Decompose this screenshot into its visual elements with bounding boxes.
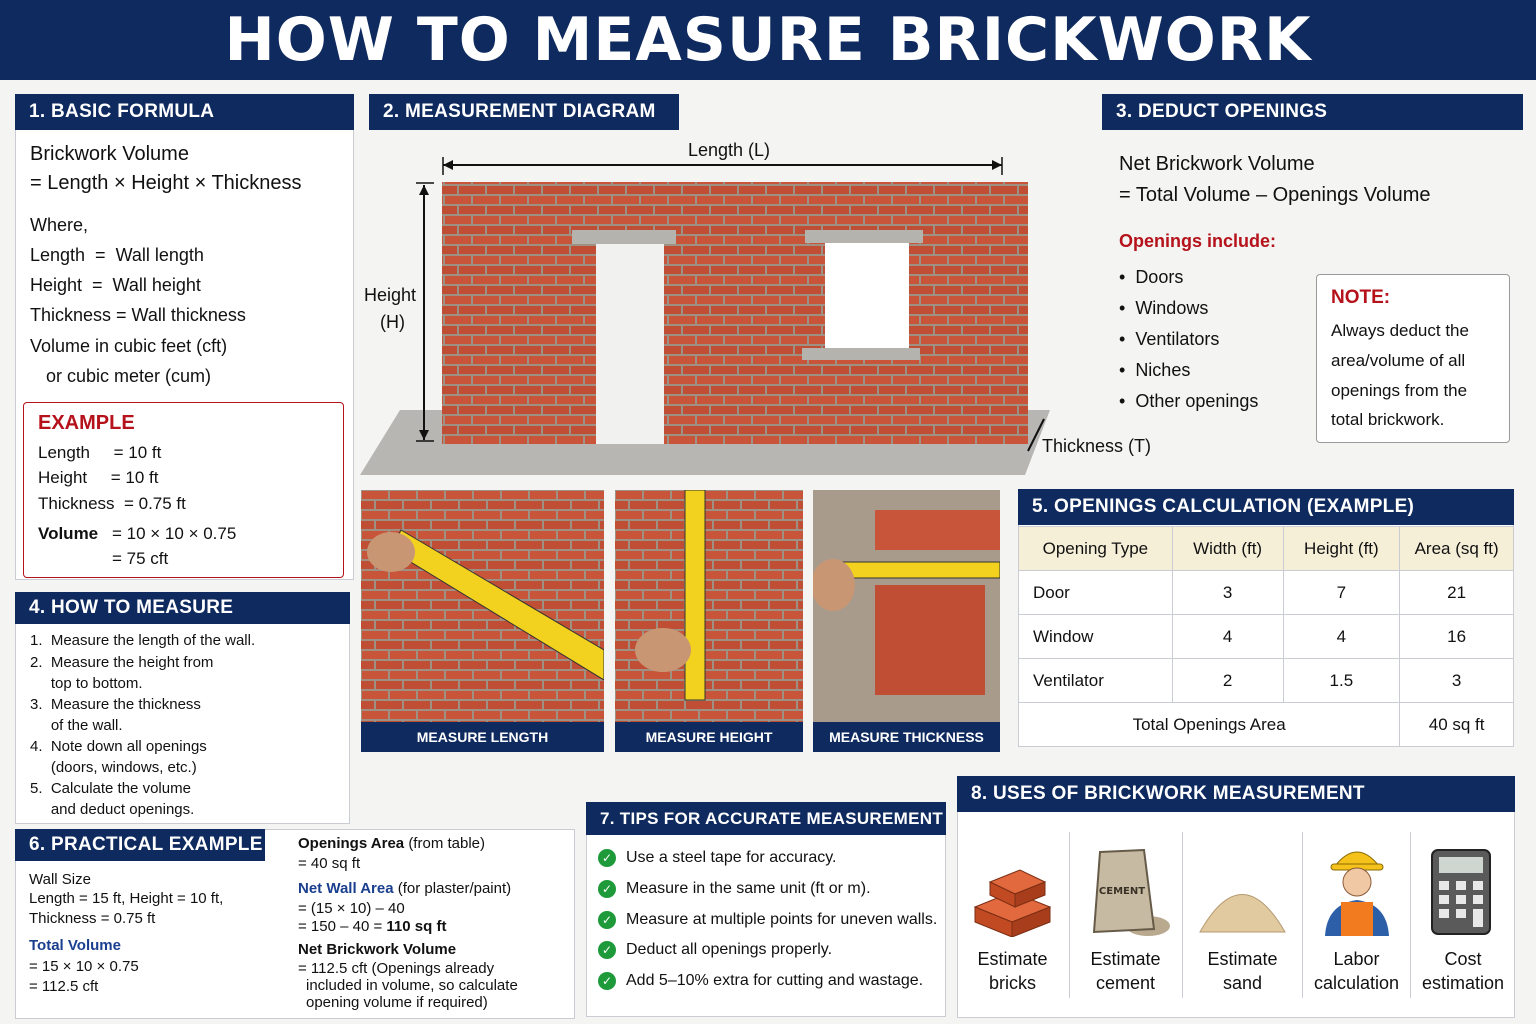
col-opening-type: Opening Type <box>1019 527 1173 571</box>
use-label-line-2: sand <box>1222 973 1263 993</box>
wall-dims-2: Thickness = 0.75 ft <box>29 910 156 927</box>
cell-area: 16 <box>1400 615 1514 659</box>
how-step-2a: 2. Measure the height from <box>30 654 214 671</box>
formula-def-length: Length = Wall length <box>30 245 204 265</box>
cell-height: 1.5 <box>1283 659 1400 703</box>
tip-item: ✓ Add 5–10% extra for cutting and wastage. <box>598 972 923 990</box>
openings-table <box>1018 526 1514 747</box>
use-estimate-sand <box>1185 812 1300 1012</box>
openings-include-title: Openings include: <box>1119 231 1277 251</box>
how-to-measure-header: 4. HOW TO MEASURE <box>15 592 350 624</box>
divider <box>1069 832 1070 998</box>
col-area: Area (sq ft) <box>1400 527 1514 571</box>
window-lintel <box>805 230 923 243</box>
total-volume-2: = 112.5 cft <box>29 978 99 995</box>
use-label-line-2: estimation <box>1421 973 1505 993</box>
formula-where: Where, <box>30 215 89 235</box>
formula-units-1: Volume in cubic feet (cft) <box>30 336 228 356</box>
how-step-3a: 3. Measure the thickness <box>30 696 201 713</box>
example-volume-label: Volume <box>38 524 99 543</box>
caption-measure-height: MEASURE HEIGHT <box>615 722 803 752</box>
cell-type: Ventilator <box>1019 659 1173 703</box>
note-line-3: openings from the <box>1331 381 1468 400</box>
net-brickwork-2: included in volume, so calculate <box>306 977 518 994</box>
page-title: HOW TO MEASURE BRICKWORK <box>0 0 1536 80</box>
use-label-line-1: Cost <box>1444 949 1482 969</box>
how-step-3b: of the wall. <box>30 717 123 734</box>
cell-type: Door <box>1019 571 1173 615</box>
worker-icon <box>1317 836 1397 941</box>
how-step-2b: top to bottom. <box>30 675 143 692</box>
how-step-5a: 5. Calculate the volume <box>30 780 191 797</box>
tape-measure-vertical-icon <box>615 490 803 752</box>
deduct-line-2: = Total Volume – Openings Volume <box>1119 184 1431 206</box>
uses-header: 8. USES OF BRICKWORK MEASUREMENT <box>957 776 1515 812</box>
example-volume-1: = 10 × 10 × 0.75 <box>112 524 237 543</box>
cement-bag-label: CEMENT <box>1098 886 1146 897</box>
total-openings-value: 40 sq ft <box>1400 703 1514 747</box>
deduct-line-1: Net Brickwork Volume <box>1119 153 1315 175</box>
cell-area: 21 <box>1400 571 1514 615</box>
cement-bag-icon <box>1082 844 1170 939</box>
example-title: EXAMPLE <box>38 412 135 434</box>
window-sill <box>802 348 920 360</box>
total-volume-title: Total Volume <box>29 937 121 954</box>
formula-def-thickness: Thickness = Wall thickness <box>30 305 246 325</box>
use-label-line-1: Estimate <box>977 949 1048 969</box>
net-brickwork-1: = 112.5 cft (Openings already <box>298 960 495 977</box>
net-wall-area-2: = 150 – 40 = 110 sq ft <box>298 918 447 935</box>
divider <box>1410 832 1411 998</box>
caption-measure-thickness: MEASURE THICKNESS <box>813 722 1000 752</box>
tip-item: ✓ Measure at multiple points for uneven walls. <box>598 911 937 929</box>
how-step-1: 1. Measure the length of the wall. <box>30 632 256 649</box>
example-thickness: Thickness = 0.75 ft <box>38 494 186 513</box>
note-line-2: area/volume of all <box>1331 351 1466 370</box>
opening-item-windows: • Windows <box>1119 298 1209 318</box>
practical-example-header: 6. PRACTICAL EXAMPLE <box>15 829 265 861</box>
example-volume-2: = 75 cft <box>112 549 169 568</box>
cell-height: 7 <box>1283 571 1400 615</box>
height-label-1: Height <box>364 285 417 305</box>
table-total-row <box>1019 703 1514 747</box>
calculator-icon <box>1430 848 1494 938</box>
table-header-row <box>1019 527 1514 571</box>
cell-area: 3 <box>1400 659 1514 703</box>
brick-corner-icon <box>813 490 1000 752</box>
tip-item: ✓ Use a steel tape for accuracy. <box>598 849 836 867</box>
opening-item-other: • Other openings <box>1119 391 1259 411</box>
tip-item: ✓ Deduct all openings properly. <box>598 941 832 959</box>
divider <box>1182 832 1183 998</box>
check-icon: ✓ <box>598 880 616 898</box>
sand-pile-icon <box>1195 857 1290 937</box>
use-estimate-cement <box>1072 812 1179 1012</box>
deduct-openings-header: 3. DEDUCT OPENINGS <box>1102 94 1523 130</box>
basic-formula-header: 1. BASIC FORMULA <box>15 94 354 130</box>
window-opening <box>825 243 909 348</box>
brick-wall <box>442 182 1028 444</box>
cell-height: 4 <box>1283 615 1400 659</box>
use-label-line-1: Labor <box>1333 949 1380 969</box>
bricks-icon <box>965 852 1060 937</box>
caption-measure-length: MEASURE LENGTH <box>361 722 604 752</box>
note-title: NOTE: <box>1331 287 1391 308</box>
use-label-line-2: calculation <box>1313 973 1400 993</box>
table-row <box>1019 659 1514 703</box>
formula-line-2: = Length × Height × Thickness <box>30 172 302 194</box>
check-icon: ✓ <box>598 911 616 929</box>
photo-measure-height <box>615 490 803 752</box>
total-volume-1: = 15 × 10 × 0.75 <box>29 958 139 975</box>
thickness-label: Thickness (T) <box>1042 436 1152 456</box>
diagram-header: 2. MEASUREMENT DIAGRAM <box>369 94 679 130</box>
openings-calc-header: 5. OPENINGS CALCULATION (EXAMPLE) <box>1018 489 1514 525</box>
cell-type: Window <box>1019 615 1173 659</box>
openings-area-line: Openings Area (from table) <box>298 835 485 852</box>
check-icon: ✓ <box>598 849 616 867</box>
cell-width: 2 <box>1172 659 1283 703</box>
net-brickwork-title: Net Brickwork Volume <box>298 941 457 958</box>
check-icon: ✓ <box>598 972 616 990</box>
openings-area-value: = 40 sq ft <box>298 855 361 872</box>
net-wall-area-1: = (15 × 10) – 40 <box>298 900 405 917</box>
tips-header: 7. TIPS FOR ACCURATE MEASUREMENT <box>586 802 946 835</box>
check-icon: ✓ <box>598 941 616 959</box>
brick-wall-diagram <box>360 135 1060 480</box>
tape-measure-icon <box>361 490 604 752</box>
col-width: Width (ft) <box>1172 527 1283 571</box>
formula-units-2: or cubic meter (cum) <box>46 366 212 386</box>
opening-item-niches: • Niches <box>1119 360 1191 380</box>
use-label-line-2: cement <box>1095 973 1156 993</box>
example-length: Length = 10 ft <box>38 443 162 462</box>
photo-measure-thickness <box>813 490 1000 752</box>
opening-item-ventilators: • Ventilators <box>1119 329 1220 349</box>
how-step-4b: (doors, windows, etc.) <box>30 759 197 776</box>
net-brickwork-3: opening volume if required) <box>306 994 488 1011</box>
table-row <box>1019 615 1514 659</box>
tip-item: ✓ Measure in the same unit (ft or m). <box>598 880 871 898</box>
total-openings-label: Total Openings Area <box>1019 703 1400 747</box>
note-line-4: total brickwork. <box>1331 410 1445 429</box>
formula-def-height: Height = Wall height <box>30 275 201 295</box>
cell-width: 3 <box>1172 571 1283 615</box>
door-opening <box>596 243 664 444</box>
table-row <box>1019 571 1514 615</box>
wall-size-label: Wall Size <box>29 871 91 888</box>
col-height: Height (ft) <box>1283 527 1400 571</box>
divider <box>1302 832 1303 998</box>
net-wall-area-line: Net Wall Area (for plaster/paint) <box>298 880 512 897</box>
how-step-5b: and deduct openings. <box>30 801 195 818</box>
opening-item-doors: • Doors <box>1119 267 1184 287</box>
use-cost-estimation <box>1412 812 1514 1012</box>
how-step-4a: 4. Note down all openings <box>30 738 207 755</box>
photo-measure-length <box>361 490 604 752</box>
formula-line-1: Brickwork Volume <box>30 143 189 165</box>
example-height: Height = 10 ft <box>38 468 159 487</box>
use-label-line-2: bricks <box>988 973 1036 993</box>
height-label-2: (H) <box>380 312 405 332</box>
use-label-line-1: Estimate <box>1090 949 1161 969</box>
use-labor-calculation <box>1305 812 1408 1012</box>
length-label: Length (L) <box>688 140 771 160</box>
cell-width: 4 <box>1172 615 1283 659</box>
use-estimate-bricks <box>960 812 1065 1012</box>
note-line-1: Always deduct the <box>1331 321 1469 340</box>
wall-dims-1: Length = 15 ft, Height = 10 ft, <box>29 890 224 907</box>
use-label-line-1: Estimate <box>1207 949 1278 969</box>
door-lintel <box>572 230 676 244</box>
